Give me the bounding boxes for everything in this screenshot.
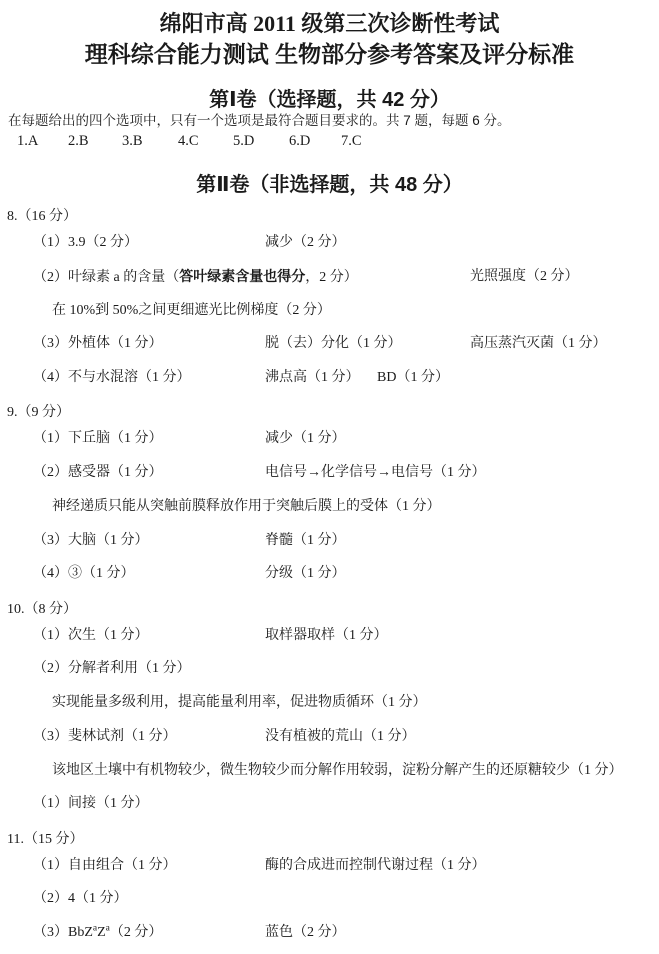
answer-line [0,889,659,923]
answer-cell [265,429,346,448]
mc-answer-2: 2.B [68,133,89,149]
question-block [0,600,659,829]
answer-cell [265,463,486,482]
answer-cell [33,334,163,353]
answer-text: （4）不与水混溶（1 分） [33,370,191,385]
answer-text: 脱（去）分化（1 分） [265,336,402,352]
answer-text: （1）3.9（2 分） [33,235,138,250]
answer-line [0,727,659,761]
answer-line [0,429,659,463]
mc-answer-7: 7.C [341,133,362,149]
answer-text: （2 分） [109,925,163,940]
answer-text: 取样器取样（1 分） [265,627,388,643]
question-number-line [0,403,659,429]
answer-cell [52,301,331,320]
answer-cell [33,233,138,252]
document-subtitle: 理科综合能力测试 生物部分参考答案及评分标准 [84,41,575,67]
answer-cell [265,531,346,550]
answer-text: 减少（1 分） [265,431,346,447]
answer-cell [33,856,177,875]
question-number-line [0,600,659,626]
answer-line [0,564,659,598]
question-number-line [0,830,659,856]
answer-text: （3）BbZ [33,925,93,940]
answer-text: 脊髓（1 分） [265,532,346,548]
answer-line [0,693,659,727]
answer-line [0,531,659,565]
answer-line [0,626,659,660]
answer-text: 减少（2 分） [265,235,346,250]
mc-answer-5: 5.D [233,133,255,149]
answer-text: （4）③（1 分） [33,566,135,582]
answer-cell [265,368,360,387]
answer-cell [52,497,441,516]
answer-cell [265,923,346,942]
answer-cell [33,923,162,942]
question-number: 10.（8 分） [7,601,77,617]
answer-line [0,368,659,402]
answer-cell [265,856,486,875]
answer-cell [470,334,607,353]
superscript-text: a [92,923,98,934]
answer-text: （2）4（1 分） [33,891,128,907]
mc-answer-4: 4.C [178,133,199,149]
answer-cell [33,659,191,678]
answer-line [0,267,659,301]
answer-cell [33,531,149,550]
section-1-instructions: 在每题给出的四个选项中，只有一个选项是最符合题目要求的。共 7 题，每题 6 分。 [8,113,511,128]
answer-cell [265,727,416,746]
mc-answer-1: 1.A [17,133,39,149]
answer-text: 沸点高（1 分） [265,370,360,385]
answer-line [0,233,659,267]
answer-line [0,761,659,795]
document-title: 绵阳市高 2011 级第三次诊断性考试 [159,11,500,36]
answer-cell [265,233,346,252]
question-number-line [0,207,659,233]
answer-text: （1）次生（1 分） [33,627,149,643]
answer-cell [265,626,388,645]
answer-cell [470,267,579,286]
answer-cell [52,693,427,712]
answer-line [0,856,659,890]
answer-line [0,923,659,954]
answer-line [0,794,659,828]
question-block [0,830,659,954]
answer-text: （1）自由组合（1 分） [33,857,177,873]
answer-text: （2）感受器（1 分） [33,465,163,480]
answer-text: （3）斐林试剂（1 分） [33,728,177,744]
answer-text: 电信号→化学信号→电信号（1 分） [265,465,486,480]
answer-cell [377,368,449,387]
answer-cell [33,463,163,482]
answer-text: 光照强度（2 分） [470,268,579,284]
answer-text: 没有植被的荒山（1 分） [265,728,416,744]
question-number: 11.（15 分） [7,831,84,847]
answer-text: 蓝色（2 分） [265,925,346,940]
answer-cell [33,727,177,746]
answer-text: 酶的合成进而控制代谢过程（1 分） [265,857,486,873]
answer-cell [33,267,358,287]
question-number: 9.（9 分） [7,405,70,421]
question-number: 8.（16 分） [7,209,77,224]
answer-cell [33,626,149,645]
answer-text: 分级（1 分） [265,566,346,582]
answer-text: Z [97,925,106,940]
answer-text: （2）叶绿素 a 的含量（ [33,269,180,285]
answer-key-body [0,207,659,954]
answer-text: （1）下丘脑（1 分） [33,431,163,447]
mc-answer-6: 6.D [289,133,311,149]
section-1-heading: 第Ⅰ卷（选择题，共 42 分） [209,89,450,111]
answer-line [0,659,659,693]
answer-text: 实现能量多级利用，提高能量利用率，促进物质循环（1 分） [52,695,427,710]
answer-cell [265,334,402,353]
answer-line [0,497,659,531]
answer-cell [33,429,163,448]
section-2-heading: 第Ⅱ卷（非选择题，共 48 分） [196,174,463,196]
answer-text: 在 10%到 50%之间更细遮光比例梯度（2 分） [52,302,331,318]
answer-cell [33,564,135,583]
superscript-text: a [105,923,110,934]
answer-text: （3）大脑（1 分） [33,532,149,548]
answer-text: （2）分解者利用（1 分） [33,661,191,677]
answer-text: 该地区土壤中有机物较少，微生物较少而分解作用较弱，淀粉分解产生的还原糖较少（1 分） [52,762,623,778]
answer-cell [52,761,623,780]
answer-cell [33,794,149,813]
answer-text: （1）间接（1 分） [33,796,149,812]
question-block [0,207,659,402]
mc-answer-3: 3.B [122,133,143,149]
answer-cell [33,368,191,387]
answer-line [0,301,659,335]
answer-line [0,463,659,497]
answer-text: BD（1 分） [377,370,449,385]
answer-text: （3）外植体（1 分） [33,336,163,352]
answer-cell [265,564,346,583]
answer-text: 高压蒸汽灭菌（1 分） [470,336,607,352]
question-block [0,403,659,598]
answer-text: 神经递质只能从突触前膜释放作用于突触后膜上的受体（1 分） [52,498,441,514]
answer-line [0,334,659,368]
answer-text: ，2 分） [305,269,358,285]
emphasis-text: 答叶绿素含量也得分 [179,267,306,284]
answer-cell [33,889,128,908]
multiple-choice-answers-row [0,133,659,151]
